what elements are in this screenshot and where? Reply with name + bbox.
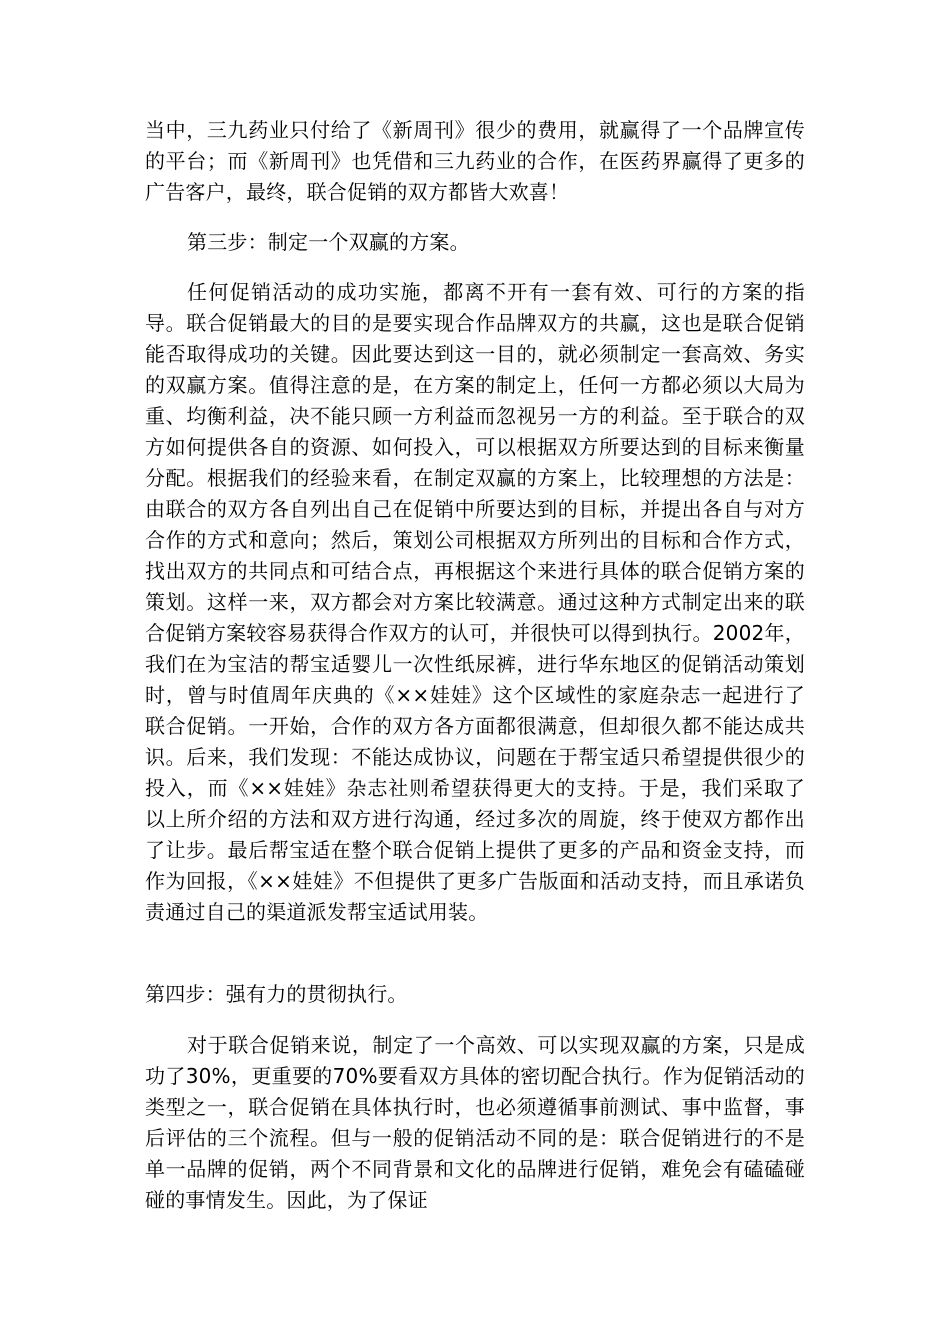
paragraph-continuation: 当中，三九药业只付给了《新周刊》很少的费用，就赢得了一个品牌宣传的平台；而《新周刊》也凭借和三九药业的合作，在医药界赢得了更多的广告客户，最终，联合促销的双方都皆大欢喜！ [145,118,805,204]
step-four-heading: 第四步：强有力的贯彻执行。 [145,982,408,1006]
step-three-heading: 第三步：制定一个双赢的方案。 [187,230,470,254]
paragraph-step-three-body: 任何促销活动的成功实施，都离不开有一套有效、可行的方案的指导。联合促销最大的目的是要实现合作品牌双方的共赢，这也是联合促销能否取得成功的关键。因此要达到这一目的，就必须制定一套高效、务实的双赢方案。值得注意的是，在方案的制定上，任何一方都必须以大局为重、均衡利益，决不能只顾一方利益而忽视另一方的利益。至于联合的双方如何提供各自的资源、如何投入，可以根据双方所要达到的目标来衡量分配。根据我们的经验来看，在制定双赢的方案上，比较理想的方法是：由联合的双方各自列出自己在促销中所要达到的目标，并提出各自与对方合作的方式和意向；然后，策划公司根据双方所列出的目标和合作方式，找出双方的共同点和可结合点，再根据这个来进行具体的联合促销方案的策划。这样一来，双方都会对方案比较满意。通过这种方式制定出来的联合促销方案较容易获得合作双方的认可，并很快可以得到执行。2002年，我们在为宝洁的帮宝适婴儿一次性纸尿裤，进行华东地区的促销活动策划时，曾与时值周年庆典的《××娃娃》这个区域性的家庭杂志一起进行了联合促销。一开始，合作的双方各方面都很满意，但却很久都不能达成共识。后来，我们发现：不能达成协议，问题在于帮宝适只希望提供很少的投入，而《××娃娃》杂志社则希望获得更大的支持。于是，我们采取了以上所介绍的方法和双方进行沟通，经过多次的周旋，终于使双方都作出了让步。最后帮宝适在整个联合促销上提供了更多的产品和资金支持，而作为回报，《××娃娃》不但提供了更多广告版面和活动支持，而且承诺负责通过自己的渠道派发帮宝适试用装。 [145,280,805,924]
paragraph-step-four-body: 对于联合促销来说，制定了一个高效、可以实现双赢的方案，只是成功了30%，更重要的70%要看双方具体的密切配合执行。作为促销活动的类型之一，联合促销在具体执行时，也必须遵循事前测试、事中监督，事后评估的三个流程。但与一般的促销活动不同的是：联合促销进行的不是单一品牌的促销，两个不同背景和文化的品牌进行促销，难免会有磕磕碰碰的事情发生。因此，为了保证 [145,1033,805,1212]
